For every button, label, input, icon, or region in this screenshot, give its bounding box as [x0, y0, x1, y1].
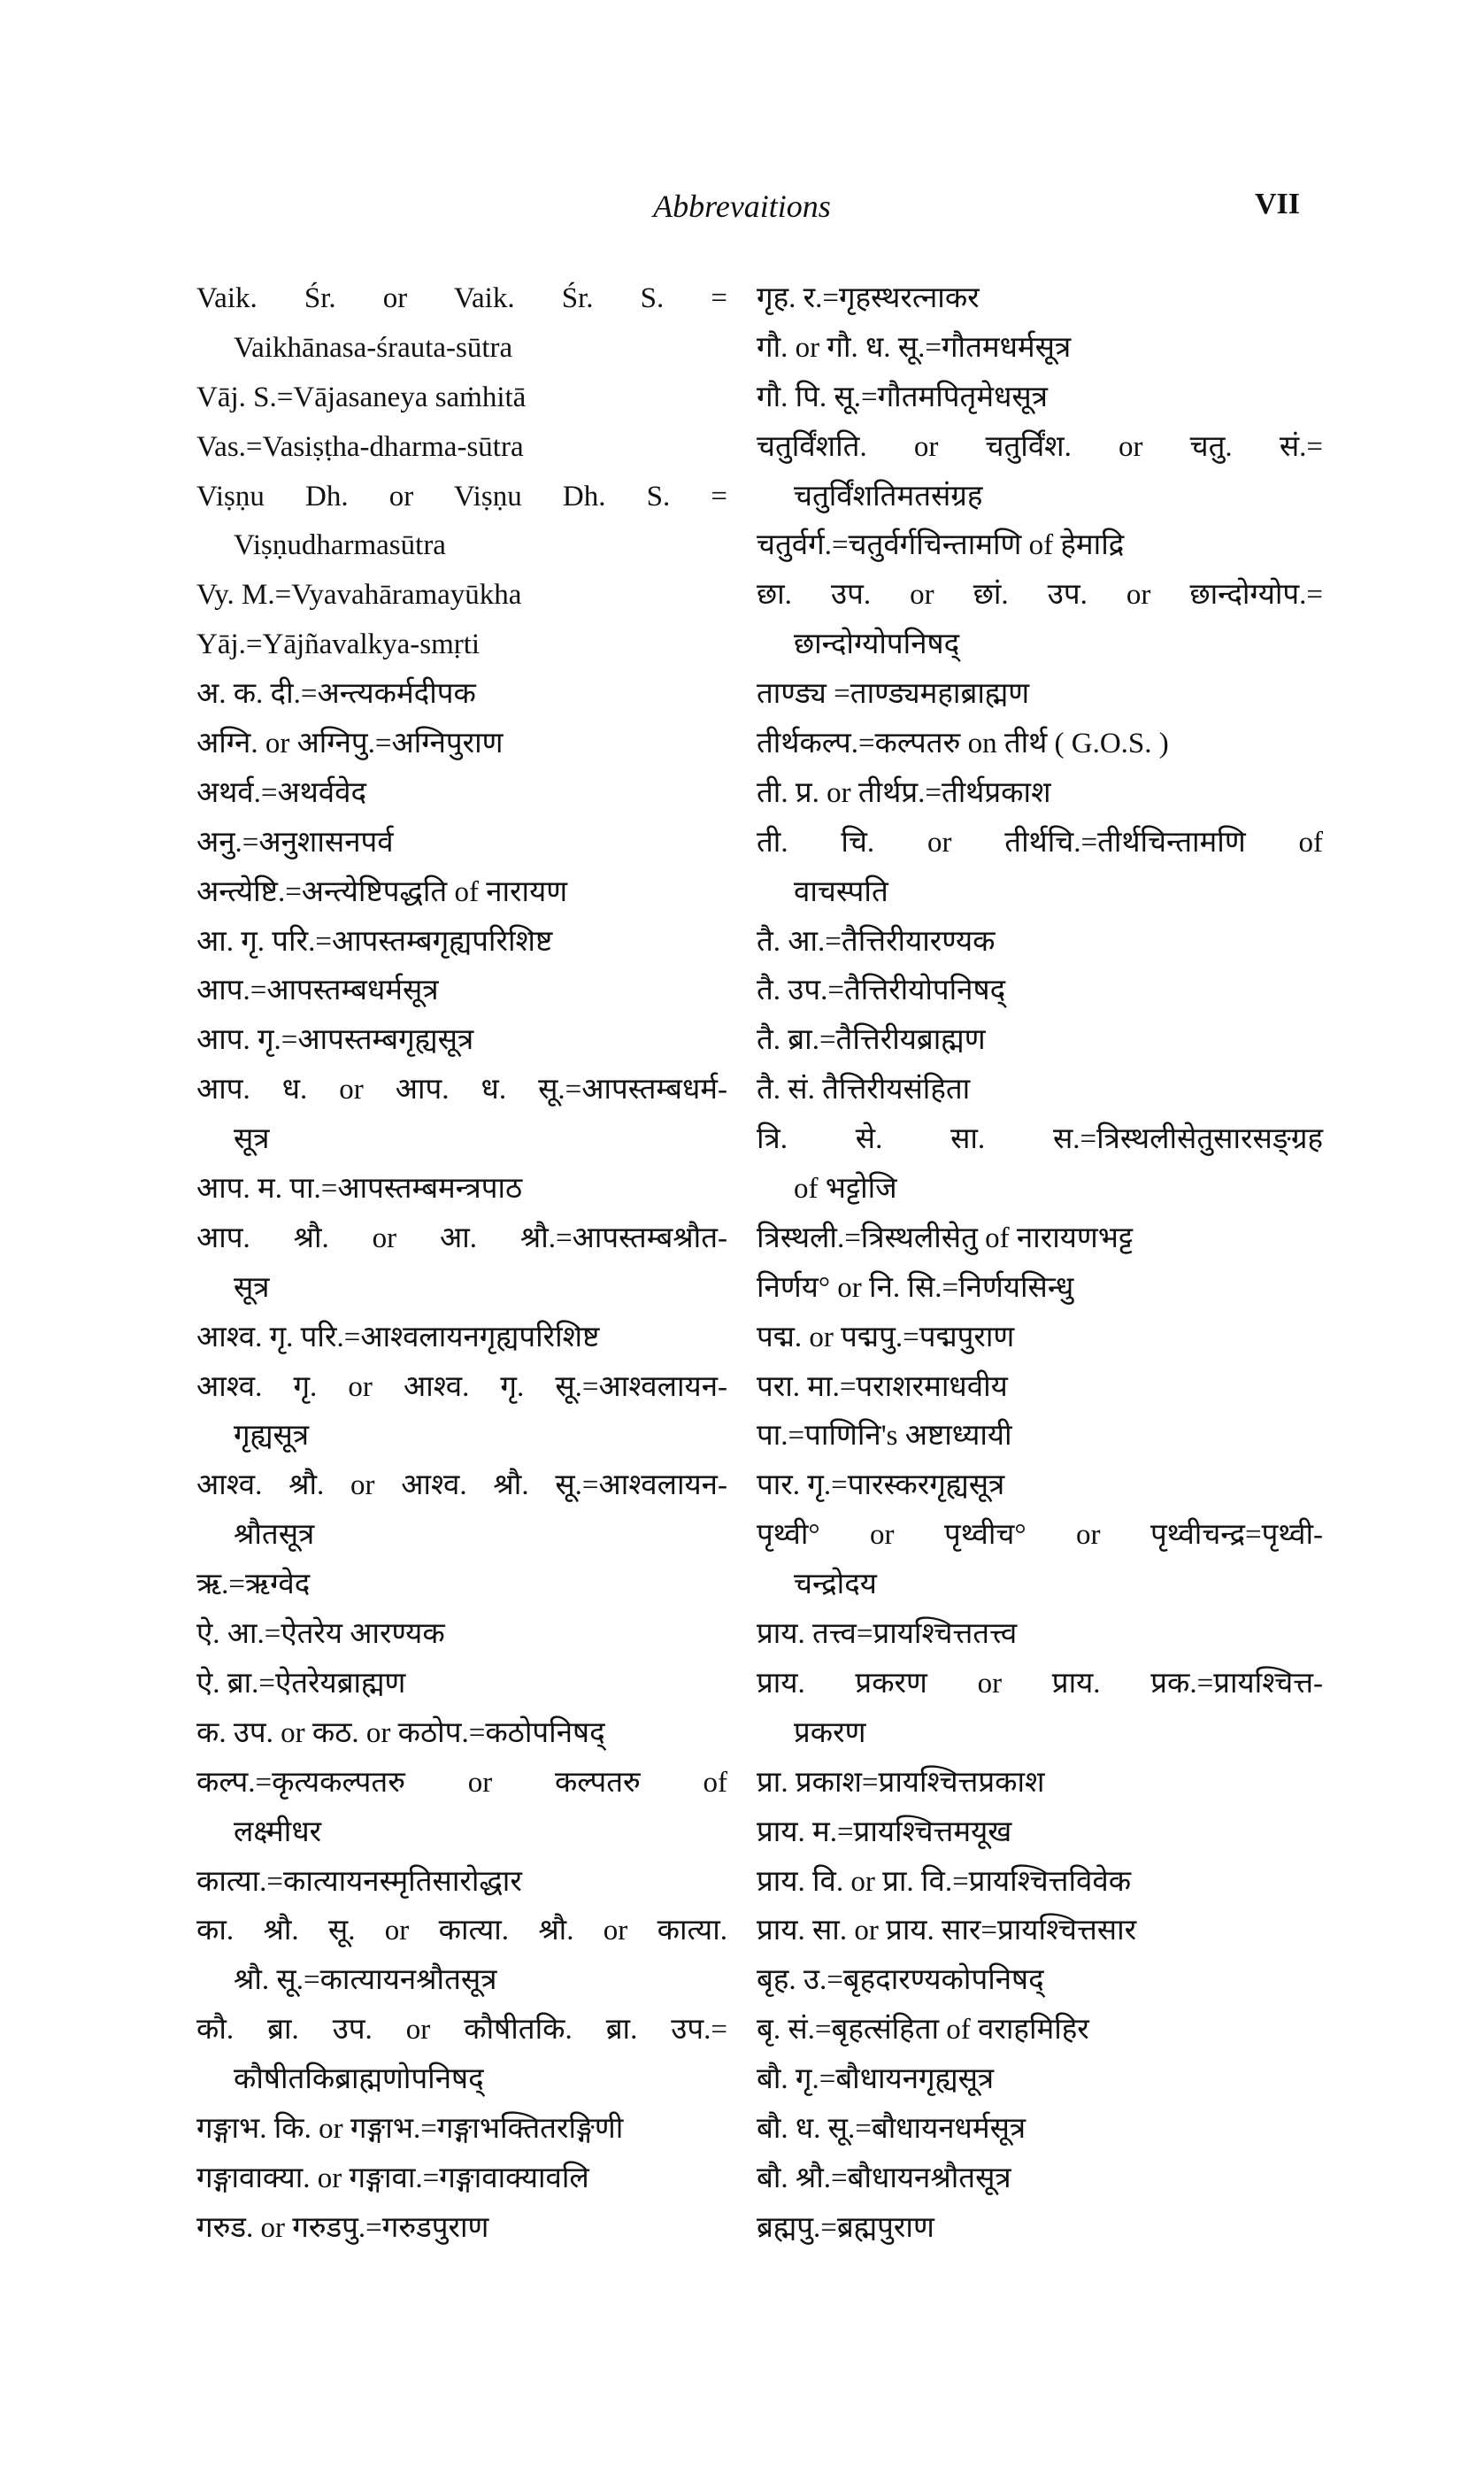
page-number: VII [1255, 188, 1301, 220]
abbreviation-entry [196, 473, 727, 572]
abbreviation-entry [757, 2006, 1323, 2055]
abbreviation-line: आश्व. गृ. परि.=आश्वलायनगृह्यपरिशिष्ट [196, 1321, 600, 1353]
abbreviation-line: का. श्रौ. सू. or कात्या. श्रौ. or कात्या. [196, 1915, 727, 1947]
abbreviation-line: गङ्गाभ. कि. or गङ्गाभ.=गङ्गाभक्तितरङ्गिणी [196, 2112, 624, 2145]
abbreviation-continuation-line: Viṣṇudharmasūtra [234, 529, 446, 562]
abbreviation-line: बौ. श्रौ.=बौधायनश्रौतसूत्र [757, 2162, 1011, 2194]
abbreviation-line: तै. ब्रा.=तैत्तिरीयब्राह्मण [757, 1024, 986, 1057]
abbreviation-line: अग्नि. or अग्निपु.=अग्निपुराण [196, 728, 504, 760]
abbreviation-entry [757, 1115, 1323, 1214]
abbreviation-entry [757, 2204, 1323, 2254]
abbreviation-entry [196, 2006, 727, 2105]
abbreviation-entry [757, 324, 1323, 374]
abbreviation-continuation-line: चतुर्विंशतिमतसंग्रह [794, 480, 983, 513]
abbreviation-entry [196, 1066, 727, 1165]
abbreviation-line: Vāj. S.=Vājasaneya saṁhitā [196, 381, 527, 413]
abbreviation-line: ताण्ड्य =ताण्ड्यमहाब्राह्मण [757, 678, 1030, 711]
abbreviation-entry [196, 1759, 727, 1858]
abbreviation-entry [757, 1956, 1323, 2006]
abbreviation-entry [757, 1907, 1323, 1956]
abbreviation-entry [757, 374, 1323, 423]
abbreviation-line: पद्म. or पद्मपु.=पद्मपुराण [757, 1321, 1015, 1353]
abbreviation-continuation-line: श्रौ. सू.=कात्यायनश्रौतसूत्र [234, 1964, 497, 1997]
abbreviation-line: प्रा. प्रकाश=प्रायश्चित्तप्रकाश [757, 1766, 1045, 1799]
abbreviation-column-right [757, 274, 1323, 2254]
abbreviation-continuation-line: Vaikhānasa-śrauta-sūtra [234, 331, 513, 364]
abbreviation-entry [196, 374, 727, 423]
abbreviation-continuation-line: श्रौतसूत्र [234, 1519, 315, 1552]
abbreviation-line: Vaik. Śr. or Vaik. Śr. S. = [196, 282, 727, 314]
abbreviation-line: छा. उप. or छां. उप. or छान्दोग्योप.= [757, 579, 1323, 612]
abbreviation-line: अन्त्येष्टि.=अन्त्येष्टिपद्धति of नारायण [196, 875, 568, 908]
abbreviation-continuation-line: लक्ष्मीधर [234, 1816, 322, 1848]
abbreviation-line: आप. म. पा.=आपस्तम्बमन्त्रपाठ [196, 1173, 523, 1206]
abbreviation-line: चतुर्वर्ग.=चतुर्वर्गचिन्तामणि of हेमाद्रि [757, 529, 1125, 562]
abbreviation-line: त्रि. से. सा. स.=त्रिस्थलीसेतुसारसङ्ग्रह [757, 1123, 1323, 1156]
abbreviation-continuation-line: प्रकरण [794, 1716, 866, 1749]
abbreviation-line: पृथ्वी° or पृथ्वीच° or पृथ्वीचन्द्र=पृथ्वी- [757, 1519, 1323, 1552]
abbreviation-line: Yāj.=Yājñavalkya-smṛti [196, 628, 481, 661]
abbreviation-line: आप.=आपस्तम्बधर्मसूत्र [196, 975, 439, 1007]
abbreviation-line: त्रिस्थली.=त्रिस्थलीसेतु of नारायणभट्ट [757, 1222, 1134, 1254]
abbreviation-continuation-line: गृह्यसूत्र [234, 1420, 310, 1453]
abbreviation-line: चतुर्विंशति. or चतुर्विंश. or चतु. सं.= [757, 430, 1323, 463]
abbreviation-entry [757, 1808, 1323, 1858]
abbreviation-line: कात्या.=कात्यायनस्मृतिसारोद्धार [196, 1865, 522, 1898]
abbreviation-line: आप. गृ.=आपस्तम्बगृह्यसूत्र [196, 1024, 474, 1057]
abbreviation-entry [196, 621, 727, 670]
abbreviation-line: तै. आ.=तैत्तिरीयारण्यक [757, 925, 996, 958]
abbreviation-line: तै. उप.=तैत्तिरीयोपनिषद् [757, 975, 1006, 1007]
running-header-title: Abbrevaitions [653, 189, 831, 224]
abbreviation-line: बृह. उ.=बृहदारण्यकोपनिषद् [757, 1964, 1044, 1997]
abbreviation-entry [757, 720, 1323, 769]
abbreviation-entry [757, 1461, 1323, 1511]
abbreviation-line: गौ. or गौ. ध. सू.=गौतमधर्मसूत्र [757, 331, 1072, 364]
abbreviation-entry [196, 2155, 727, 2204]
abbreviation-entry [196, 868, 727, 918]
abbreviation-entry [757, 769, 1323, 819]
abbreviation-entry [196, 1165, 727, 1214]
abbreviation-entry [196, 274, 727, 374]
abbreviation-line: ती. चि. or तीर्थचि.=तीर्थचिन्तामणि of [757, 826, 1323, 859]
abbreviation-entry [757, 2055, 1323, 2105]
abbreviation-line: प्राय. प्रकरण or प्राय. प्रक.=प्रायश्चित्त- [757, 1667, 1323, 1700]
abbreviation-entry [757, 819, 1323, 918]
abbreviation-entry [757, 274, 1323, 324]
abbreviation-continuation-line: of भट्टोजि [794, 1173, 897, 1206]
abbreviation-line: तीर्थकल्प.=कल्पतरु on तीर्थ ( G.O.S. ) [757, 728, 1169, 760]
abbreviation-entry [196, 967, 727, 1016]
abbreviation-entry [757, 1016, 1323, 1066]
abbreviation-line: गरुड. or गरुडपु.=गरुडपुराण [196, 2211, 489, 2244]
abbreviation-line: आश्व. गृ. or आश्व. गृ. सू.=आश्वलायन- [196, 1370, 727, 1403]
abbreviation-line: पा.=पाणिनि's अष्टाध्यायी [757, 1420, 1012, 1453]
abbreviation-entry [757, 1264, 1323, 1314]
abbreviation-entry [196, 571, 727, 621]
abbreviation-entry [757, 967, 1323, 1016]
abbreviation-line: ऋ.=ऋग्वेद [196, 1569, 311, 1601]
abbreviation-continuation-line: छान्दोग्योपनिषद् [794, 628, 960, 661]
abbreviation-line: आश्व. श्रौ. or आश्व. श्रौ. सू.=आश्वलायन- [196, 1469, 727, 1502]
abbreviation-continuation-line: वाचस्पति [794, 875, 888, 908]
abbreviation-entry [757, 1858, 1323, 1908]
abbreviation-entry [196, 670, 727, 720]
abbreviation-entry [757, 918, 1323, 968]
abbreviation-column-left [196, 274, 727, 2254]
abbreviation-line: ऐ. ब्रा.=ऐतरेयब्राह्मण [196, 1667, 406, 1700]
abbreviation-entry [757, 670, 1323, 720]
abbreviation-continuation-line: सूत्र [234, 1123, 270, 1156]
abbreviation-line: कौ. ब्रा. उप. or कौषीतकि. ब्रा. उप.= [196, 2014, 727, 2047]
abbreviation-entry [196, 720, 727, 769]
abbreviation-entry [757, 1511, 1323, 1610]
abbreviation-entry [757, 1314, 1323, 1363]
abbreviation-entry [196, 1363, 727, 1462]
abbreviation-line: Vas.=Vasiṣṭha-dharma-sūtra [196, 430, 524, 463]
abbreviation-entry [196, 423, 727, 473]
abbreviation-entry [196, 1660, 727, 1709]
abbreviation-line: गौ. पि. सू.=गौतमपितृमेधसूत्र [757, 381, 1048, 413]
abbreviation-entry [757, 2155, 1323, 2204]
abbreviation-line: प्राय. सा. or प्राय. सार=प्रायश्चित्तसार [757, 1915, 1137, 1947]
abbreviation-line: गङ्गावाक्या. or गङ्गावा.=गङ्गावाक्यावलि [196, 2162, 589, 2194]
abbreviation-entry [196, 1610, 727, 1660]
abbreviation-entry [757, 423, 1323, 522]
abbreviation-line: क. उप. or कठ. or कठोप.=कठोपनिषद् [196, 1716, 605, 1749]
abbreviation-entry [757, 1660, 1323, 1759]
abbreviation-entry [196, 1016, 727, 1066]
abbreviation-continuation-line: कौषीतकिब्राह्मणोपनिषद् [234, 2063, 484, 2096]
abbreviation-entry [196, 1561, 727, 1610]
abbreviation-entry [757, 1610, 1323, 1660]
abbreviation-line: आप. ध. or आप. ध. सू.=आपस्तम्बधर्म- [196, 1074, 727, 1106]
abbreviation-line: अ. क. दी.=अन्त्यकर्मदीपक [196, 678, 476, 711]
abbreviation-continuation-line: सूत्र [234, 1271, 270, 1304]
abbreviation-entry [196, 819, 727, 868]
abbreviation-line: प्राय. म.=प्रायश्चित्तमयूख [757, 1816, 1012, 1848]
abbreviation-line: ती. प्र. or तीर्थप्र.=तीर्थप्रकाश [757, 776, 1051, 809]
abbreviation-entry [196, 1709, 727, 1759]
abbreviation-line: Vy. M.=Vyavahāramayūkha [196, 579, 522, 612]
abbreviation-entry [757, 1214, 1323, 1264]
abbreviation-line: प्राय. तत्त्व=प्रायश्चित्ततत्त्व [757, 1618, 1018, 1651]
abbreviation-entry [757, 1363, 1323, 1413]
abbreviation-line: प्राय. वि. or प्रा. वि.=प्रायश्चित्तविवेक [757, 1865, 1132, 1898]
abbreviation-entry [757, 1066, 1323, 1115]
abbreviation-line: ऐ. आ.=ऐतरेय आरण्यक [196, 1618, 445, 1651]
abbreviation-line: परा. मा.=पराशरमाधवीय [757, 1370, 1008, 1403]
abbreviation-line: बृ. सं.=बृहत्संहिता of वराहमिहिर [757, 2014, 1089, 2047]
abbreviation-line: पार. गृ.=पारस्करगृह्यसूत्र [757, 1469, 1005, 1502]
abbreviation-entry [757, 1759, 1323, 1808]
abbreviation-line: अथर्व.=अथर्ववेद [196, 776, 367, 809]
abbreviation-line: ब्रह्मपु.=ब्रह्मपुराण [757, 2211, 934, 2244]
abbreviation-line: अनु.=अनुशासनपर्व [196, 826, 394, 859]
abbreviation-entry [196, 1314, 727, 1363]
abbreviation-line: निर्णय° or नि. सि.=निर्णयसिन्धु [757, 1271, 1074, 1304]
abbreviation-entry [196, 1461, 727, 1561]
abbreviation-entry [196, 2204, 727, 2254]
abbreviation-entry [757, 571, 1323, 670]
abbreviation-entry [757, 2105, 1323, 2155]
abbreviation-line: कल्प.=कृत्यकल्पतरु or कल्पतरु of [196, 1766, 727, 1799]
abbreviation-line: Viṣṇu Dh. or Viṣṇu Dh. S. = [196, 480, 727, 513]
abbreviation-entry [757, 1412, 1323, 1461]
abbreviation-line: बौ. ध. सू.=बौधायनधर्मसूत्र [757, 2112, 1026, 2145]
abbreviation-line: बौ. गृ.=बौधायनगृह्यसूत्र [757, 2063, 995, 2096]
abbreviation-line: आप. श्रौ. or आ. श्रौ.=आपस्तम्बश्रौत- [196, 1222, 727, 1254]
abbreviation-line: तै. सं. तैत्तिरीयसंहिता [757, 1074, 971, 1106]
abbreviation-entry [196, 769, 727, 819]
abbreviation-entry [196, 1214, 727, 1314]
abbreviation-line: आ. गृ. परि.=आपस्तम्बगृह्यपरिशिष्ट [196, 925, 553, 958]
abbreviation-entry [757, 521, 1323, 571]
abbreviation-entry [196, 918, 727, 968]
abbreviation-entry [196, 2105, 727, 2155]
abbreviation-entry [196, 1858, 727, 1908]
abbreviation-line: गृह. र.=गृहस्थरत्नाकर [757, 282, 980, 314]
abbreviation-continuation-line: चन्द्रोदय [794, 1569, 877, 1601]
abbreviation-entry [196, 1907, 727, 2006]
